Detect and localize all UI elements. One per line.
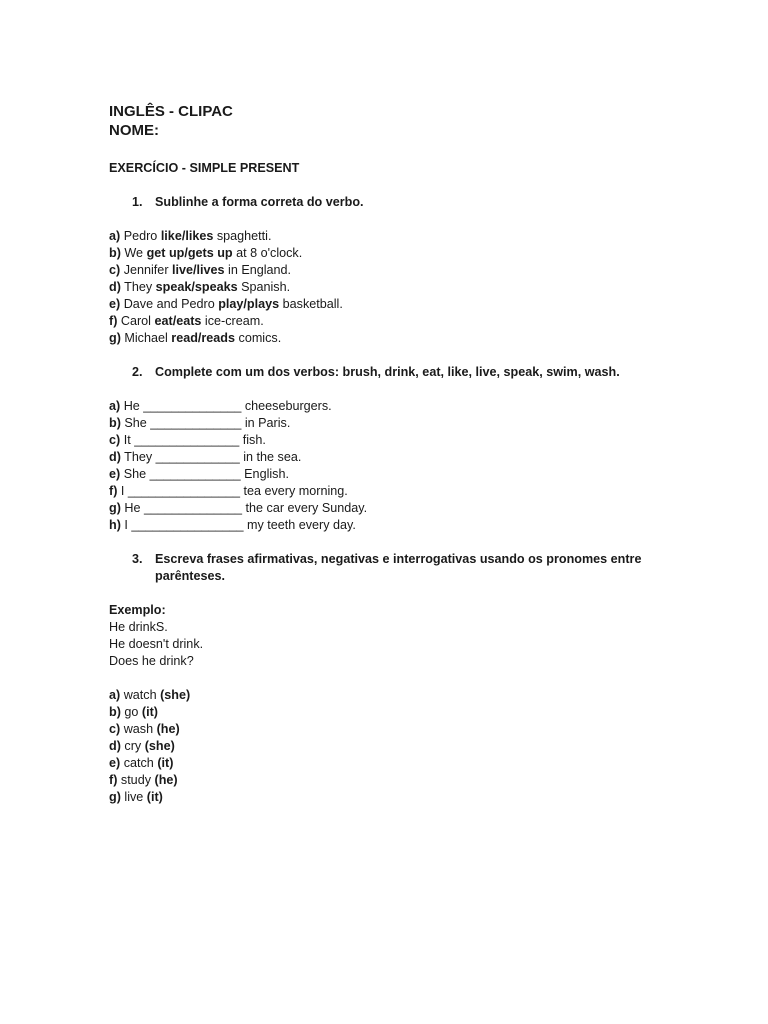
section1-list — [109, 228, 709, 347]
list-item: d) cry (she) — [109, 739, 175, 753]
list-item: f) study (he) — [109, 773, 178, 787]
section3-number: 3. — [132, 552, 143, 566]
list-item: a) watch (she) — [109, 688, 191, 702]
section3-heading-text: Escreva frases afirmativas, negativas e interrogativas usando os pronomes entre parênteses. — [155, 552, 642, 583]
example-line: Does he drink? — [109, 654, 194, 668]
list-item: a) Pedro like/likes spaghetti. — [109, 229, 272, 243]
example-line: He drinkS. — [109, 620, 168, 634]
section2-heading — [109, 364, 709, 381]
list-item: d) They ____________ in the sea. — [109, 450, 302, 464]
list-item: g) He ______________ the car every Sunday. — [109, 501, 368, 515]
name-label: NOME: — [109, 122, 159, 139]
list-item: g) Michael read/reads comics. — [109, 331, 282, 345]
section1-number: 1. — [132, 195, 143, 209]
example-label: Exemplo: — [109, 603, 166, 617]
list-item: b) go (it) — [109, 705, 158, 719]
list-item: d) They speak/speaks Spanish. — [109, 280, 291, 294]
section2-list — [109, 398, 709, 534]
document-content — [109, 102, 709, 806]
section3-list — [109, 687, 709, 806]
list-item: e) Dave and Pedro play/plays basketball. — [109, 297, 343, 311]
list-item: e) She _____________ English. — [109, 467, 289, 481]
exercise-title: EXERCÍCIO - SIMPLE PRESENT — [109, 161, 300, 175]
list-item: f) I ________________ tea every morning. — [109, 484, 348, 498]
example-line: He doesn't drink. — [109, 637, 204, 651]
section3-heading — [109, 551, 669, 585]
list-item: b) We get up/gets up at 8 o'clock. — [109, 246, 303, 260]
list-item: b) She _____________ in Paris. — [109, 416, 291, 430]
list-item: g) live (it) — [109, 790, 163, 804]
section1-heading — [109, 194, 709, 211]
section2-number: 2. — [132, 365, 143, 379]
list-item: f) Carol eat/eats ice-cream. — [109, 314, 264, 328]
document-title: INGLÊS - CLIPAC — [109, 103, 233, 120]
list-item: c) Jennifer live/lives in England. — [109, 263, 292, 277]
list-item: a) He ______________ cheeseburgers. — [109, 399, 332, 413]
list-item: c) It _______________ fish. — [109, 433, 266, 447]
list-item: c) wash (he) — [109, 722, 180, 736]
list-item: e) catch (it) — [109, 756, 174, 770]
section1-heading-text: Sublinhe a forma correta do verbo. — [155, 195, 364, 209]
section2-heading-text: Complete com um dos verbos: brush, drink, eat, like, live, speak, swim, wash. — [155, 365, 620, 379]
list-item: h) I ________________ my teeth every day. — [109, 518, 356, 532]
